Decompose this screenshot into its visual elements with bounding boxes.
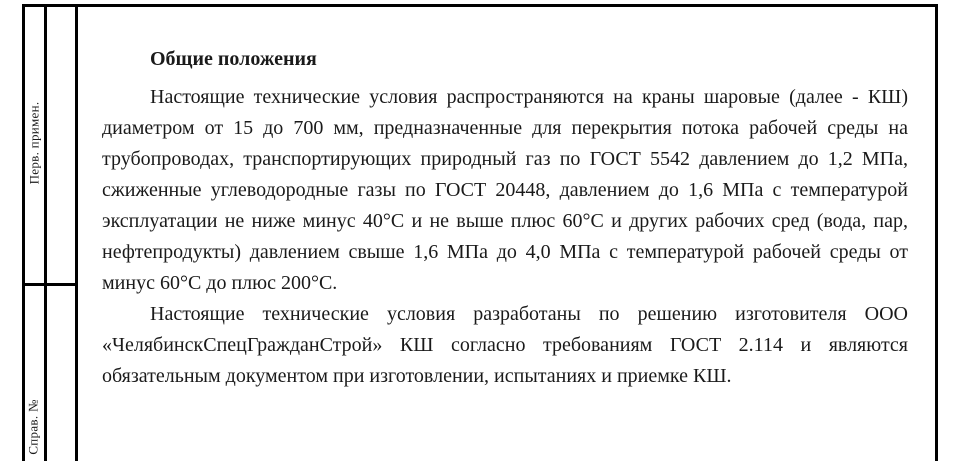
frame-right-border (935, 4, 938, 461)
sidebar-cell-divider (22, 283, 78, 286)
sidebar-label-first-use: Перв. примен. (26, 101, 42, 184)
section-heading: Общие положения (150, 48, 317, 70)
frame-top-border (22, 4, 938, 7)
sidebar-right-border (75, 4, 78, 461)
document-body (102, 44, 908, 392)
paragraph-basis: Настоящие технические условия разработаны по решению изготовителя ООО «ЧелябинскСпецГражданСтрой» КШ согласно требованиям ГОСТ 2.114 и являются обязательным документом при изготовлении, испытаниях и приемке КШ. (102, 303, 908, 387)
sidebar-label-reference-number: Справ. № (26, 399, 41, 455)
paragraph-scope: Настоящие технические условия распространяются на краны шаровые (далее - КШ) диаметром от 15 до 700 мм, предназначенные для перекрытия потока рабочей среды на трубопроводах, транспортирующих природный газ по ГОСТ 5542 давлением до 1,2 МПа, сжиженные углеводородные газы по ГОСТ 20448, давлением до 1,6 МПа с температурой эксплуатации не ниже минус 40°С и не выше плюс 60°С и других рабочих сред (вода, пар, нефтепродукты) давлением свыше 1,6 МПа до 4,0 МПа с температурой рабочей среды от минус 60°С до плюс 200°С. (102, 86, 908, 294)
